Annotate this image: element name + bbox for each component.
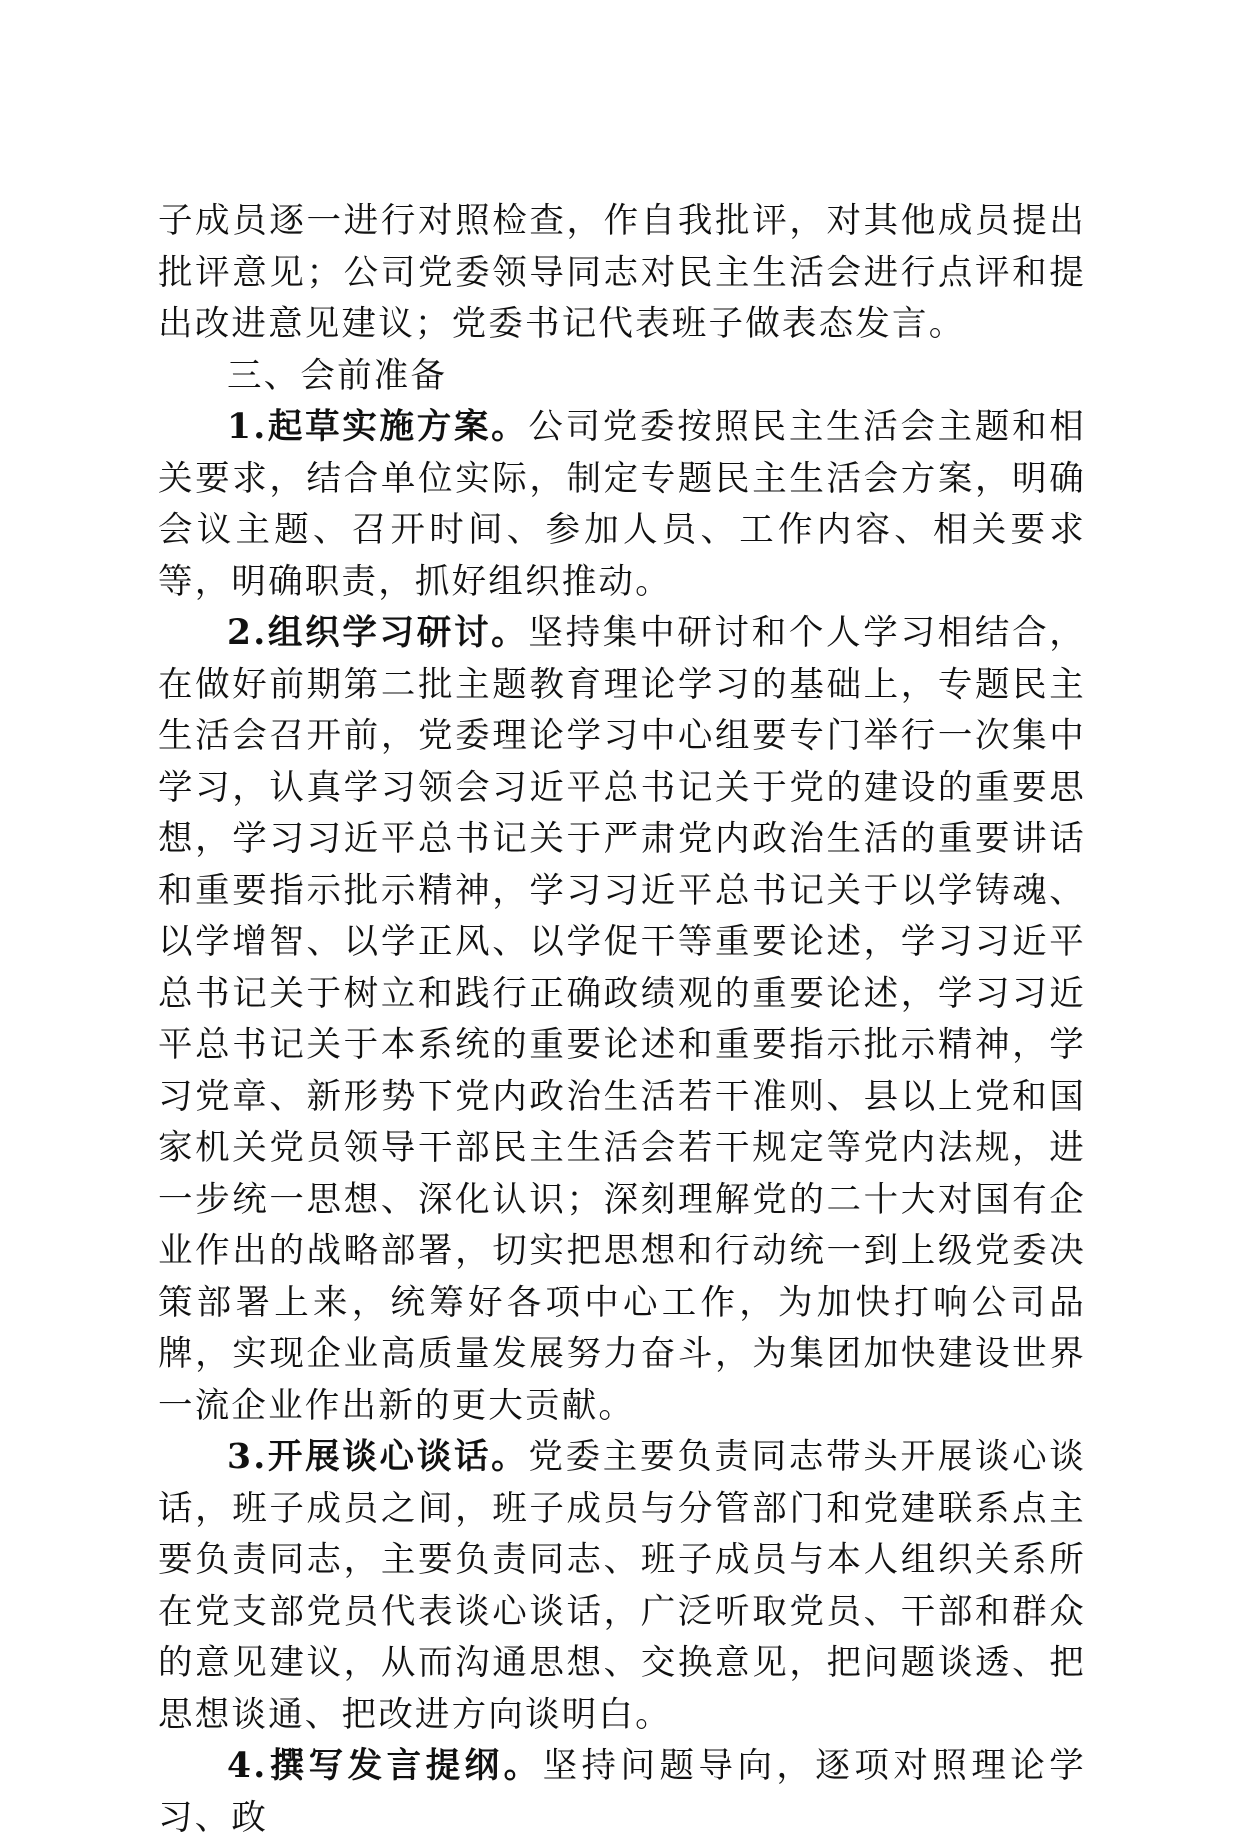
item-lead-3: 3.开展谈心谈话。 [227, 1437, 529, 1477]
item-lead-2: 2.组织学习研讨。 [227, 613, 529, 653]
document-body [158, 196, 1086, 1844]
item-lead-1: 1.起草实施方案。 [227, 407, 529, 447]
item-body-1: 公司党委按照民主生活会主题和相关要求，结合单位实际，制定专题民主生活会方案，明确会议主题、召开时间、参加人员、工作内容、相关要求等，明确职责，抓好组织推动。 [158, 407, 1086, 602]
item-paragraph-2 [158, 608, 1086, 1432]
item-body-4: 坚持问题导向，逐项对照理论学习、政 [158, 1746, 1086, 1838]
item-body-3: 党委主要负责同志带头开展谈心谈话，班子成员之间，班子成员与分管部门和党建联系点主要负责同志，主要负责同志、班子成员与本人组织关系所在党支部党员代表谈心谈话，广泛听取党员、干部和群众的意见建议，从而沟通思想、交换意见，把问题谈透、把思想谈通、把改进方向谈明白。 [158, 1437, 1086, 1735]
item-paragraph-1 [158, 402, 1086, 608]
item-lead-4: 4.撰写发言提纲。 [227, 1746, 543, 1786]
section-heading: 三、会前准备 [227, 355, 448, 396]
continuation-paragraph: 子成员逐一进行对照检查，作自我批评，对其他成员提出批评意见；公司党委领导同志对民主生活会进行点评和提出改进意见建议；党委书记代表班子做表态发言。 [158, 201, 1086, 344]
item-body-2: 坚持集中研讨和个人学习相结合，在做好前期第二批主题教育理论学习的基础上，专题民主生活会召开前，党委理论学习中心组要专门举行一次集中学习，认真学习领会习近平总书记关于党的建设的重要思想，学习习近平总书记关于严肃党内政治生活的重要讲话和重要指示批示精神，学习习近平总书记关于以学铸魂、以学增智、以学正风、以学促干等重要论述，学习习近平总书记关于树立和践行正确政绩观的重要论述，学习习近平总书记关于本系统的重要论述和重要指示批示精神，学习党章、新形势下党内政治生活若干准则、县以上党和国家机关党员领导干部民主生活会若干规定等党内法规，进一步统一思想、深化认识；深刻理解党的二十大对国有企业作出的战略部署，切实把思想和行动统一到上级党委决策部署上来，统筹好各项中心工作，为加快打响公司品牌，实现企业高质量发展努力奋斗，为集团加快建设世界一流企业作出新的更大贡献。 [158, 613, 1086, 1426]
item-paragraph-4 [158, 1741, 1086, 1844]
item-paragraph-3 [158, 1432, 1086, 1741]
